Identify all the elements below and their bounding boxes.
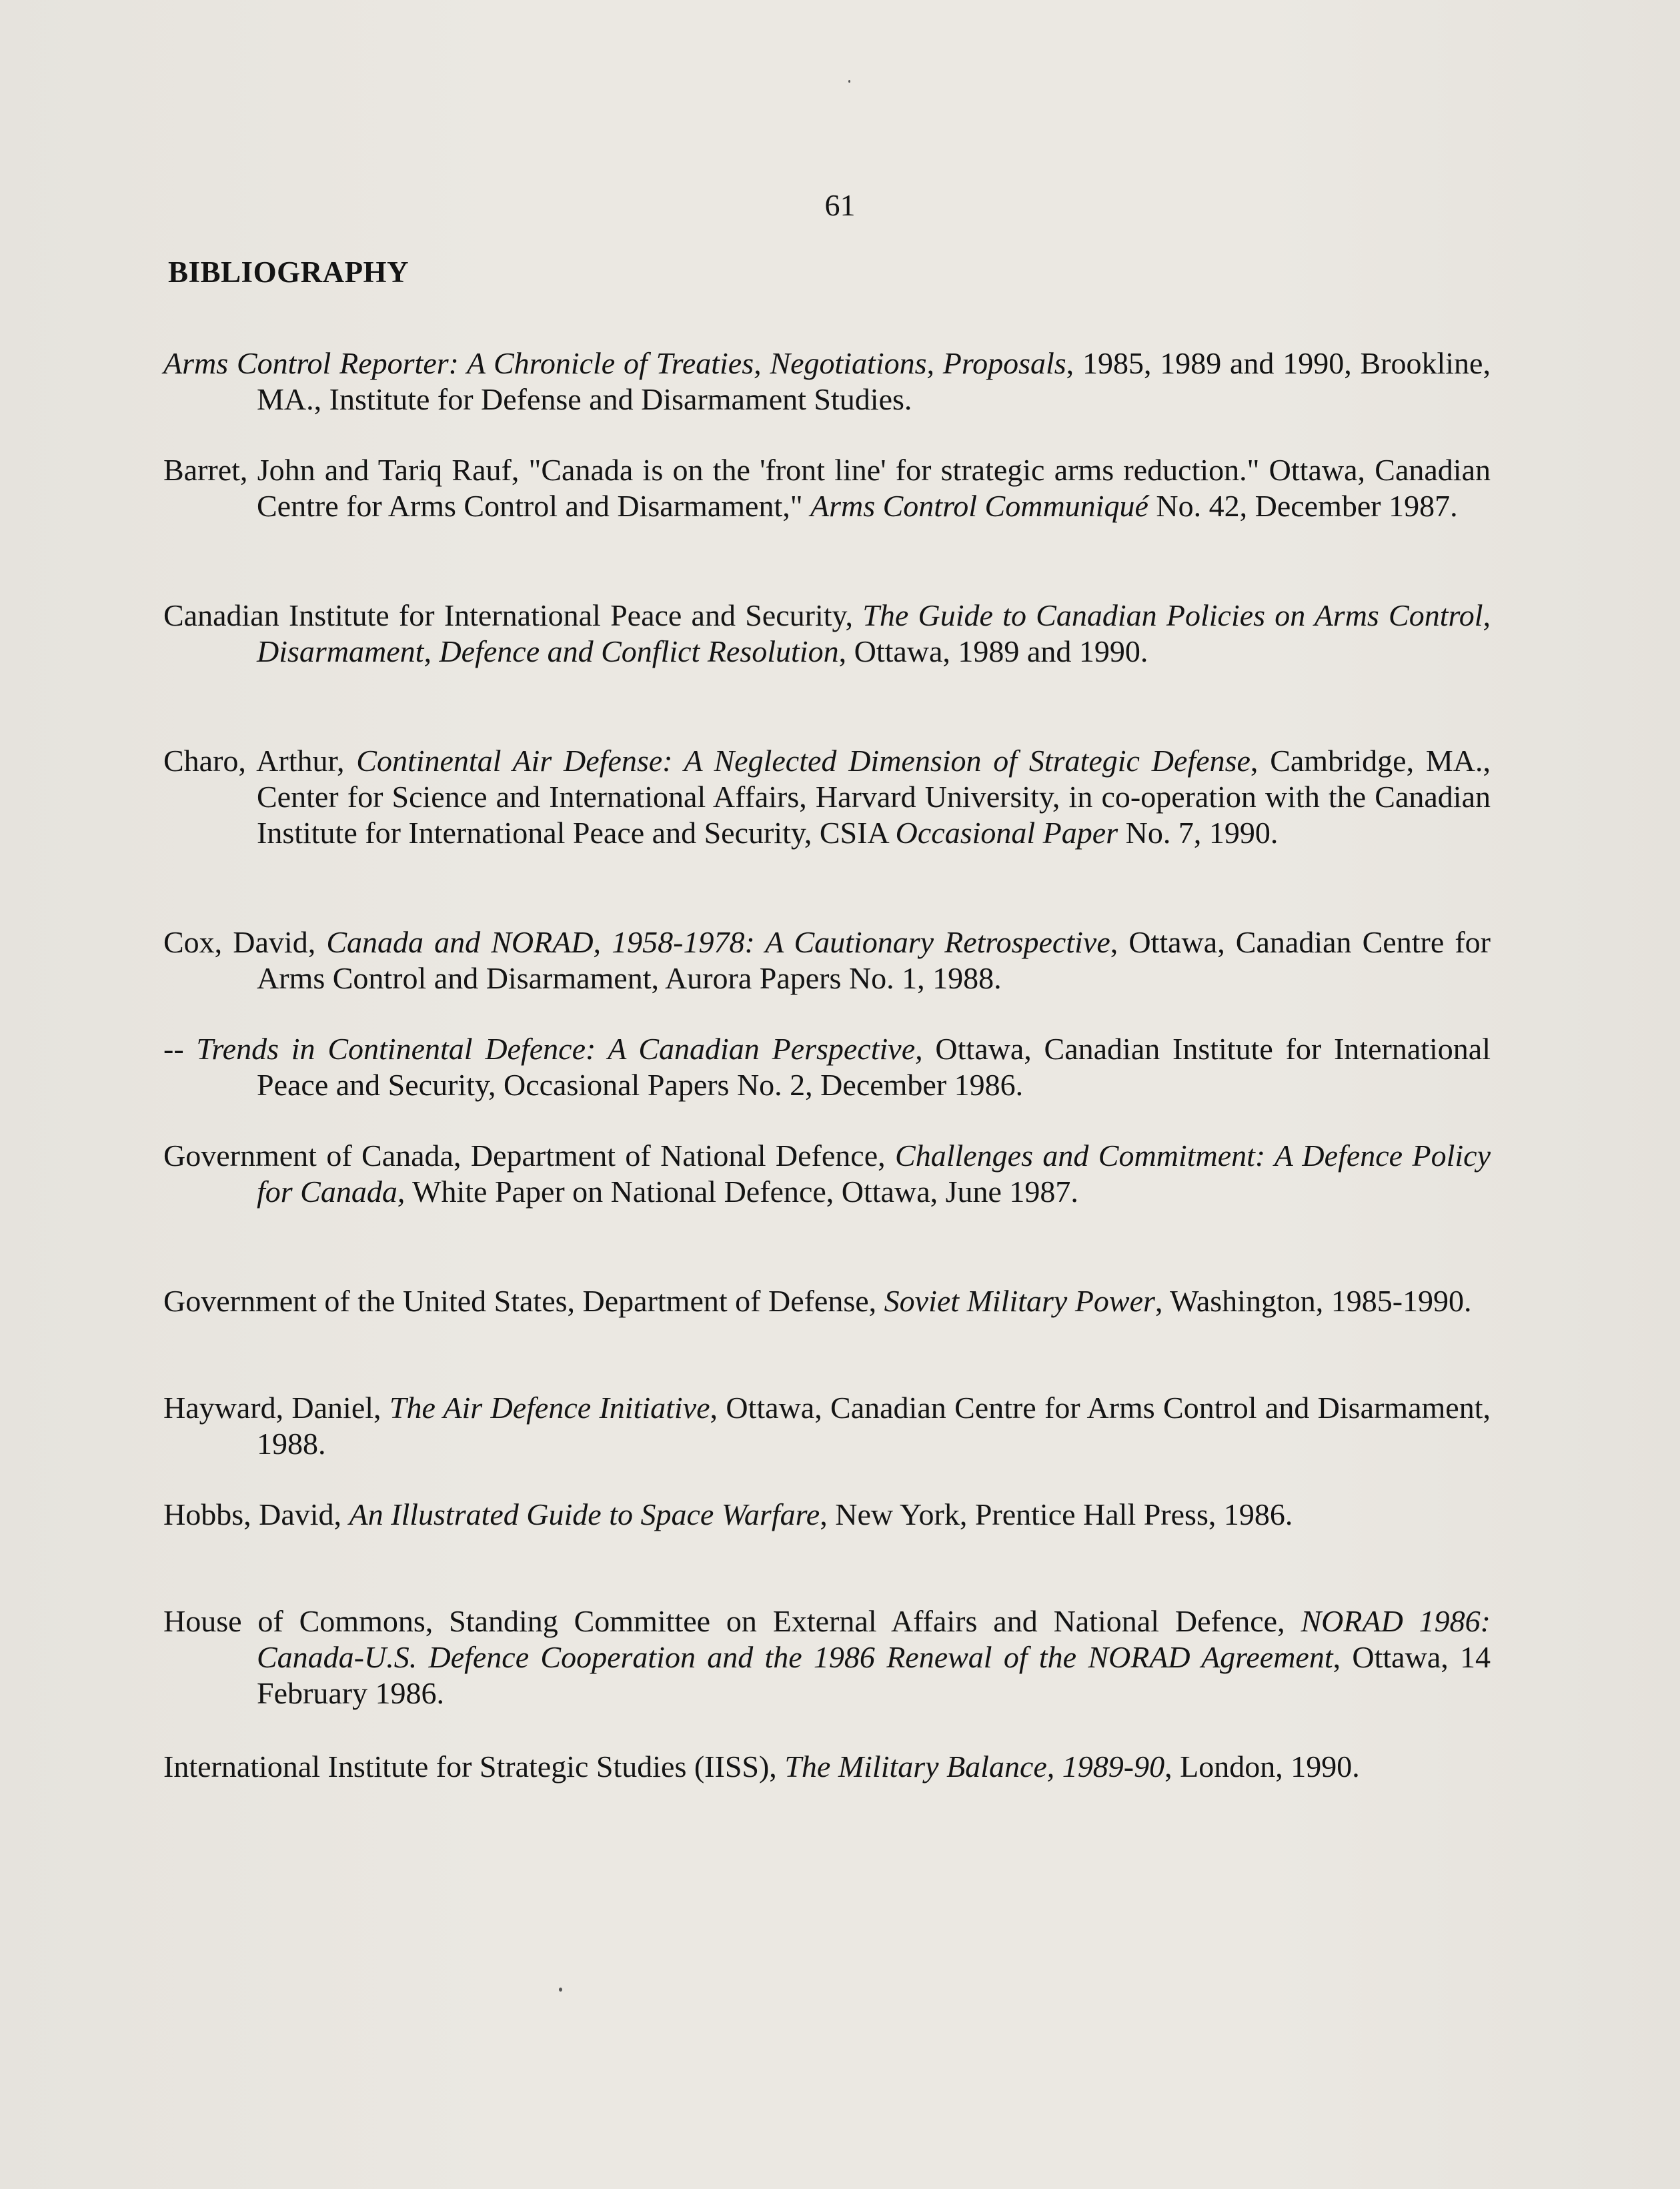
entry-title: The Military Balance, 1989-90 [784,1749,1165,1783]
bibliography-heading: BIBLIOGRAPHY [168,255,409,289]
entry-text: Barret, John and Tariq Rauf, "Canada is on the 'front line' for strategic arms reduction." Ottawa, Canadian Centre for Arms Control and Disarmament," [163,453,1491,523]
entry-text: Government of Canada, Department of National Defence, [163,1139,896,1173]
entry-title: Arms Control Reporter: A Chronicle of Treaties, Negotiations, Proposals [163,346,1066,380]
entry-text: , Ottawa, 1989 and 1990. [838,634,1148,668]
paper-speck [848,80,850,83]
bibliography-entry [163,1138,1491,1210]
bibliography-entry [163,452,1491,524]
entry-title: Continental Air Defense: A Neglected Dimension of Strategic Defense [356,744,1250,778]
entry-text: International Institute for Strategic Studies (IISS), [163,1749,785,1783]
bibliography-entry [163,924,1491,996]
entry-title: Arms Control Communiqué [810,489,1148,523]
bibliography-entry [163,1031,1491,1103]
bibliography-entry [163,1283,1491,1319]
entry-text: Cox, David, [163,925,327,959]
entry-text: , Ottawa, Canadian Centre for Arms Control and Disarmament, 1988. [257,1391,1491,1461]
entry-title: Trends in Continental Defence: A Canadian Perspective, [196,1032,923,1066]
entry-text: , Ottawa, 14 February 1986. [257,1640,1491,1710]
bibliography-entry [163,1603,1491,1711]
entry-title: Challenges and Commitment: A Defence Policy for Canada, [257,1139,1491,1209]
entry-text: Government of the United States, Department of Defense, [163,1284,884,1318]
entry-text: , 1985, 1989 and 1990, Brookline, MA., Institute for Defense and Disarmament Studies. [257,346,1491,416]
entry-text: , Cambridge, MA., Center for Science and International Affairs, Harvard University, in co-operation with the Canadian Institute for International Peace and Security, CSIA [257,744,1491,850]
bibliography-entry [163,1390,1491,1462]
entry-text: No. 7, 1990. [1118,816,1279,850]
entry-text: Hayward, Daniel, [163,1391,389,1425]
bibliography-entry [163,345,1491,418]
bibliography-entry [163,743,1491,851]
entry-text: Hobbs, David, [163,1497,349,1531]
entry-title: Soviet Military Power [884,1284,1155,1318]
entry-title: Canada and NORAD, 1958-1978: A Cautionary Retrospective [326,925,1110,959]
bibliography-entry [163,1497,1491,1533]
entry-text: , New York, Prentice Hall Press, 1986. [820,1497,1293,1531]
entry-text: Charo, Arthur, [163,744,357,778]
bibliography-entry [163,598,1491,670]
entry-text: Ottawa, Canadian Institute for International Peace and Security, Occasional Papers No. 2, December 1986. [257,1032,1491,1102]
entry-text: , Washington, 1985-1990. [1154,1284,1472,1318]
page-number: 61 [824,188,856,222]
paper-speck [559,1988,562,1992]
entry-text: Canadian Institute for International Peace and Security, [163,598,863,632]
entry-title: An Illustrated Guide to Space Warfare [349,1497,820,1531]
entry-title: Occasional Paper [895,816,1118,850]
entry-text: , London, 1990. [1164,1749,1360,1783]
entry-text: No. 42, December 1987. [1148,489,1458,523]
entry-text: -- [163,1032,197,1066]
entry-title: The Guide to Canadian Policies on Arms Control, Disarmament, Defence and Conflict Resolution [257,598,1491,668]
entry-text: , Ottawa, Canadian Centre for Arms Control and Disarmament, Aurora Papers No. 1, 1988. [257,925,1491,995]
bibliography-entry [163,1749,1491,1785]
entry-text: House of Commons, Standing Committee on External Affairs and National Defence, [163,1604,1301,1638]
entry-title: NORAD 1986: Canada-U.S. Defence Cooperation and the 1986 Renewal of the NORAD Agreement [257,1604,1491,1674]
entry-text: White Paper on National Defence, Ottawa, June 1987. [405,1175,1078,1209]
entry-title: The Air Defence Initiative [389,1391,710,1425]
